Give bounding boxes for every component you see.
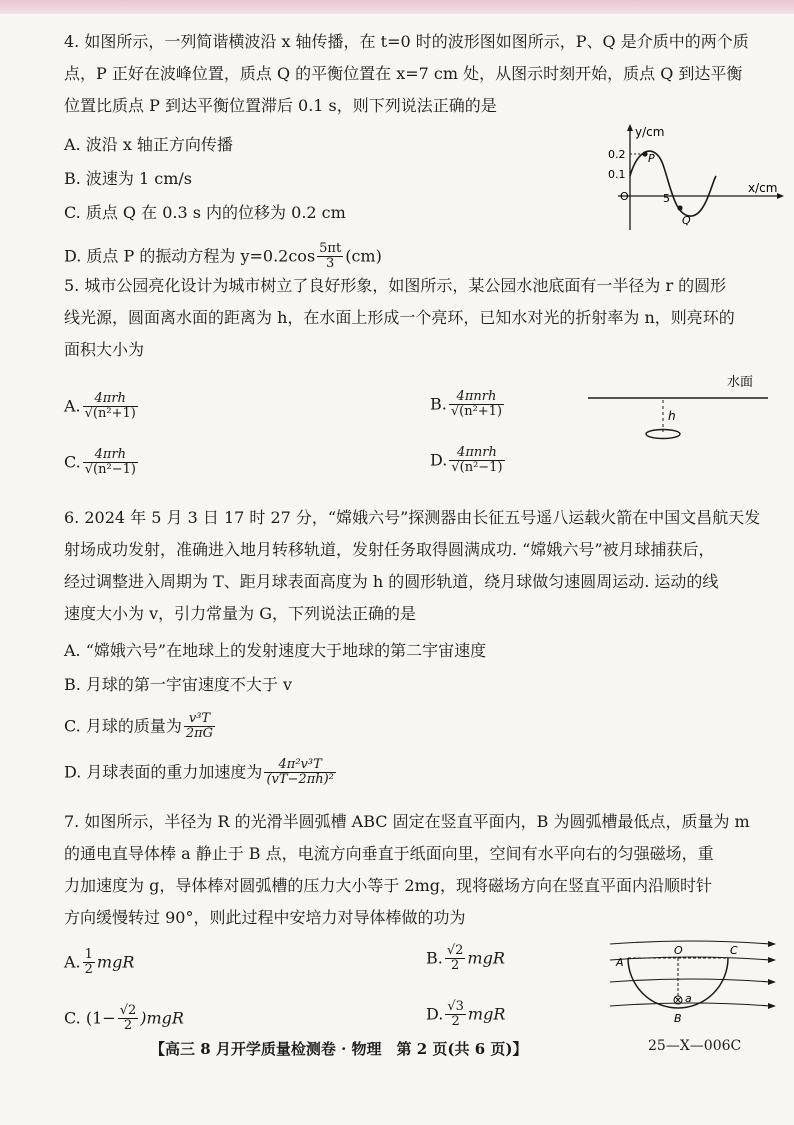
q7-c-label: C. <box>64 1008 81 1028</box>
q7-b-post: mgR <box>467 948 505 968</box>
q7-a-fraction <box>83 948 95 978</box>
q7-field-arrow-2 <box>768 957 776 963</box>
q6-c-num: v³T <box>184 712 215 727</box>
q5-d-num: 4πnrh <box>449 446 504 461</box>
q5-a-fraction <box>83 392 138 422</box>
q5-surface-label: 水面 <box>727 375 754 390</box>
q7-b-den: 2 <box>450 958 460 974</box>
q7-line1: 7. 如图所示，半径为 R 的光滑半圆弧槽 ABC 固定在竖直平面内，B 为圆弧槽最低点，质量为 m <box>64 812 750 831</box>
q6-c-den: 2πG <box>185 726 214 742</box>
q4-y-tick-02: 0.2 <box>608 148 626 161</box>
q4-option-c: C. 质点 Q 在 0.3 s 内的位移为 0.2 cm <box>64 203 346 222</box>
q7-a-den: 2 <box>84 962 93 978</box>
q6-line3: 经过调整进入周期为 T、距月球表面高度为 h 的圆形轨道，绕月球做匀速圆周运动. 运动的线 <box>64 572 719 591</box>
q7-field-arrow-1 <box>768 941 776 947</box>
q4-wave-curve <box>630 151 716 216</box>
q6-option-c <box>64 712 217 742</box>
q7-d-den: 2 <box>451 1014 460 1030</box>
q6-c-fraction <box>184 712 215 742</box>
top-border <box>0 0 794 14</box>
q4-option-a: A. 波沿 x 轴正方向传播 <box>64 135 233 154</box>
question-7 <box>64 806 774 934</box>
q5-a-den: √(n²+1) <box>84 406 136 422</box>
q4-x-tick-5: 5 <box>663 192 670 205</box>
q7-option-a <box>64 948 134 978</box>
q7-groove-figure <box>600 934 786 1028</box>
q5-c-den: √(n²−1) <box>84 462 136 478</box>
q4-d-fraction <box>317 242 343 272</box>
q7-c-num: √2 <box>119 1003 137 1018</box>
q4-line1: 4. 如图所示，一列简谐横波沿 x 轴传播，在 t=0 时的波形图如图所示，P、Q 是介质中的两个质 <box>64 32 749 51</box>
q7-c-fraction <box>118 1004 139 1034</box>
q7-field-arrow-3 <box>768 979 776 985</box>
q5-b-num: 4πnrh <box>449 390 504 405</box>
q7-c-post: )mgR <box>140 1008 184 1028</box>
q7-d-label: D. <box>426 1004 444 1024</box>
q5-pool-figure <box>584 372 774 444</box>
q4-line2: 点，P 正好在波峰位置，质点 Q 的平衡位置在 x=7 cm 处，从图示时刻开始，质点 Q 到达平衡 <box>64 64 743 83</box>
question-4 <box>64 26 774 122</box>
q5-d-label: D. <box>430 450 448 470</box>
question-6 <box>64 502 774 630</box>
q7-label-o: O <box>674 944 683 957</box>
q7-a-label: A. <box>64 952 81 972</box>
q5-line1: 5. 城市公园亮化设计为城市树立了良好形象，如图所示，某公园水池底面有一半径为 r 的圆形 <box>64 276 727 295</box>
q7-d-num: √3 <box>447 999 464 1014</box>
q7-d-post: mgR <box>467 1004 506 1024</box>
q7-a-num: 1 <box>84 947 93 962</box>
q4-ylabel: y/cm <box>635 125 665 139</box>
q5-c-num: 4πrh <box>83 448 138 463</box>
q5-line2: 线光源，圆面离水面的距离为 h，在水面上形成一个亮环，已知水对光的折射率为 n，则亮环的 <box>64 308 735 327</box>
question-5 <box>64 270 774 366</box>
q4-d-pre: D. 质点 P 的振动方程为 y=0.2cos <box>64 246 316 266</box>
q6-d-den: (vT−2πh)² <box>266 772 334 788</box>
q4-label-p: P <box>648 152 655 165</box>
q6-option-d <box>64 758 338 788</box>
q4-label-q: Q <box>682 214 691 227</box>
q7-b-label: B. <box>426 948 443 968</box>
q5-option-c <box>64 448 140 478</box>
q4-point-q <box>677 205 682 210</box>
q6-c-pre: C. 月球的质量为 <box>64 716 182 736</box>
q7-line3: 力加速度为 g，导体棒对圆弧槽的压力大小等于 2mg，现将磁场方向在竖直平面内沿顺时针 <box>64 876 713 895</box>
page-footer-code: 25—X—006C <box>648 1038 742 1054</box>
q7-field-line-1 <box>610 941 770 944</box>
q5-option-a <box>64 392 140 422</box>
q4-option-d <box>64 242 382 272</box>
q6-d-pre: D. 月球表面的重力加速度为 <box>64 762 263 782</box>
q5-c-fraction <box>83 448 138 478</box>
q7-b-fraction <box>445 944 466 974</box>
q5-line3: 面积大小为 <box>64 340 145 359</box>
q4-d-den: 3 <box>326 256 335 272</box>
q7-label-a-upper: A <box>616 956 624 969</box>
q4-d-num: 5πt <box>319 241 342 256</box>
q6-line1: 6. 2024 年 5 月 3 日 17 时 27 分，“嫦娥六号”探测器由长征五号遥八运载火箭在中国文昌航天发 <box>64 508 761 527</box>
q7-d-fraction <box>445 1000 466 1030</box>
q7-c-pre: (1− <box>85 1008 116 1028</box>
q7-option-d <box>426 1000 505 1030</box>
q5-d-den: √(n²−1) <box>451 460 503 476</box>
q4-wave-graph <box>598 122 788 234</box>
q5-a-num: 4πrh <box>83 392 138 407</box>
q6-d-num: 4π²v³T <box>264 758 335 773</box>
q7-line4: 方向缓慢转过 90°，则此过程中安培力对导体棒做的功为 <box>64 908 466 927</box>
q7-label-a-rod: a <box>685 992 692 1005</box>
q6-option-a: A. “嫦娥六号”在地球上的发射速度大于地球的第二宇宙速度 <box>64 641 487 660</box>
q5-b-den: √(n²+1) <box>450 404 503 420</box>
q6-line4: 速度大小为 v，引力常量为 G，下列说法正确的是 <box>64 604 416 623</box>
q4-option-b: B. 波速为 1 cm/s <box>64 169 193 188</box>
page-footer-title: 【高三 8 月开学质量检测卷 · 物理 第 2 页(共 6 页)】 <box>150 1040 528 1058</box>
q4-d-post: (cm) <box>345 246 382 266</box>
q7-field-arrow-4 <box>768 1003 776 1009</box>
q4-y-arrow <box>627 124 633 131</box>
q5-option-b <box>430 390 506 420</box>
q7-label-c: C <box>730 944 738 957</box>
q5-depth-label: h <box>668 409 676 423</box>
q7-c-den: 2 <box>123 1018 133 1034</box>
q5-a-label: A. <box>64 396 81 416</box>
q4-xlabel: x/cm <box>748 181 778 195</box>
q7-a-post: mgR <box>96 952 135 972</box>
q4-line3: 位置比质点 P 到达平衡位置滞后 0.1 s，则下列说法正确的是 <box>64 96 497 115</box>
q5-option-d <box>430 446 507 476</box>
q7-option-b <box>426 944 505 974</box>
q4-origin: O <box>620 190 629 203</box>
q5-b-fraction <box>449 390 504 420</box>
q7-line2: 的通电直导体棒 a 静止于 B 点，电流方向垂直于纸面向里，空间有水平向右的匀强磁场，重 <box>64 844 714 863</box>
q6-line2: 射场成功发射，准确进入地月转移轨道，发射任务取得圆满成功. “嫦娥六号”被月球捕获后， <box>64 540 715 559</box>
q5-d-fraction <box>449 446 504 476</box>
q4-x-arrow <box>777 193 784 199</box>
q5-b-label: B. <box>430 394 447 414</box>
q4-point-p <box>642 151 647 156</box>
q4-y-tick-01: 0.1 <box>608 168 626 181</box>
q6-d-fraction <box>264 758 335 788</box>
q6-option-b: B. 月球的第一宇宙速度不大于 v <box>64 675 293 694</box>
q7-option-c <box>64 1004 184 1034</box>
q5-c-label: C. <box>64 452 81 472</box>
q7-label-b: B <box>674 1012 682 1025</box>
q7-b-num: √2 <box>446 943 464 958</box>
